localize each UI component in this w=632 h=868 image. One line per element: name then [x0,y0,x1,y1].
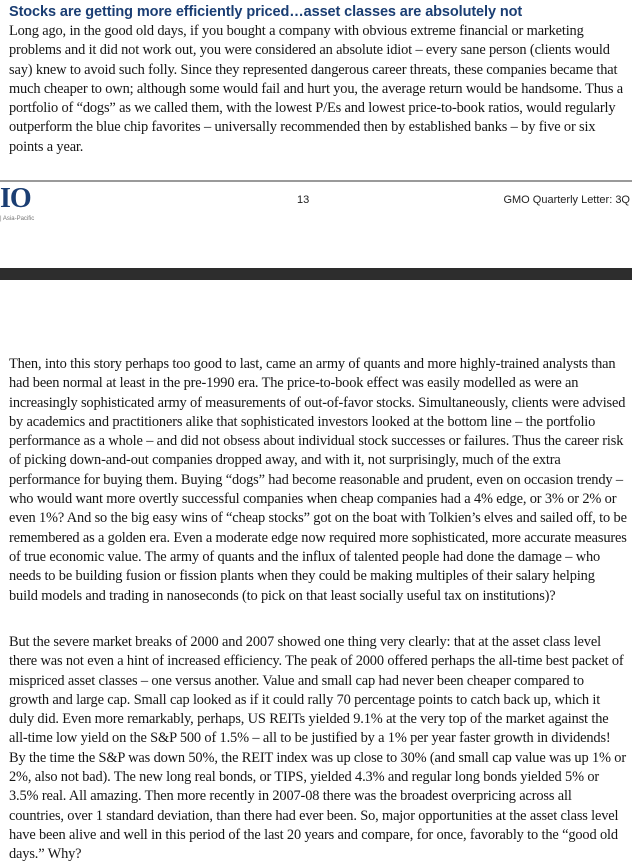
page-break-divider [0,268,632,280]
footer-rule [0,180,632,182]
paragraph-market-breaks: But the severe market breaks of 2000 and 2007 showed one thing very clearly: that at the asset class level there was not even a hint of increased efficiency. The peak of 2000 offered perhaps the all-time best packet of mispriced asset classes – one versus another. Value and small cap had never been cheaper compared to growth and large cap. Small cap looked as if it could rally 70 percentage points to catch back up, which it duly did. Even more remarkably, perhaps, US REITs yielded 9.1% at the very top of the market against the all-time low yield on the S&P 500 of 1.5% – all to be justified by a 1% per year faster growth in dividends! By the time the S&P was down 50%, the REIT index was up close to 30% (and small cap value was up 1% or 2%, also not bad). The new long real bonds, or TIPS, yielded 4.3% and regular long bonds yielded 5% or 3.5% real. All amazing. Then more recently in 2007-08 there was the broadest overpricing across all countries, over 1 standard deviation, than there had ever been. So, major opportunities at the asset class level have been alive and well in this period of the last 20 years and compare, for once, favorably to the “good old days.” Why? [9,634,626,863]
paragraph-good-old-days: Long ago, in the good old days, if you bought a company with obvious extreme financial or marketing problems and it did not work out, you were considered an absolute idiot – every sane person (clients would say) knew to avoid such folly. Since they represented dangerous career threats, these companies became that much cheaper to own; although some would fail and hurt you, the average return would be handsome. Thus a portfolio of “dogs” as we called them, with the lowest P/Es and lowest price-to-book ratios, would regularly outperform the blue chip favorites – universally recommended then by established banks – by five or six points a year. [9,23,623,155]
publication-title: GMO Quarterly Letter: 3Q [503,194,630,206]
section-heading: Stocks are getting more efficiently priced…asset classes are absolutely not [9,4,523,20]
page-number: 13 [297,194,310,206]
paragraph-quants: Then, into this story perhaps too good to last, came an army of quants and more highly-trained analysts than had been normal at least in the pre-1990 era. The price-to-book effect was easily modelled as were an increasingly sophisticated army of measurements of out-of-favor stocks. Simultaneously, clients were advised by academics and practitioners alike that sophisticated investors looked at the bottom line – the portfolio performance as a whole – and did not obsess about individual stock successes or failures. Thus the career risk of picking down-and-out companies dropped away, and with it, not surprisingly, much of the extra performance for buying them. Buying “dogs” had become reasonable and prudent, even on occasion trendy – who would want more overtly successful companies when cheap companies had a 4% edge, or 3% or 2% or even 1%? And so the big easy wins of “cheap stocks” got on the boat with Tolkien’s elves and sailed off, to be remembered as a golden era. Even a moderate edge now required more sophisticated, more accurate measures of true economic value. The army of quants and the influx of talented people had done the damage – who needs to be building fusion or fission plants when they could be making multiples of their salary helping build models and trading in nanoseconds (to pick on that least socially useful tax on institutions)? [9,356,627,604]
gmo-logo-subtitle: | Asia-Pacific [0,216,35,222]
gmo-logo: IO [0,183,31,214]
